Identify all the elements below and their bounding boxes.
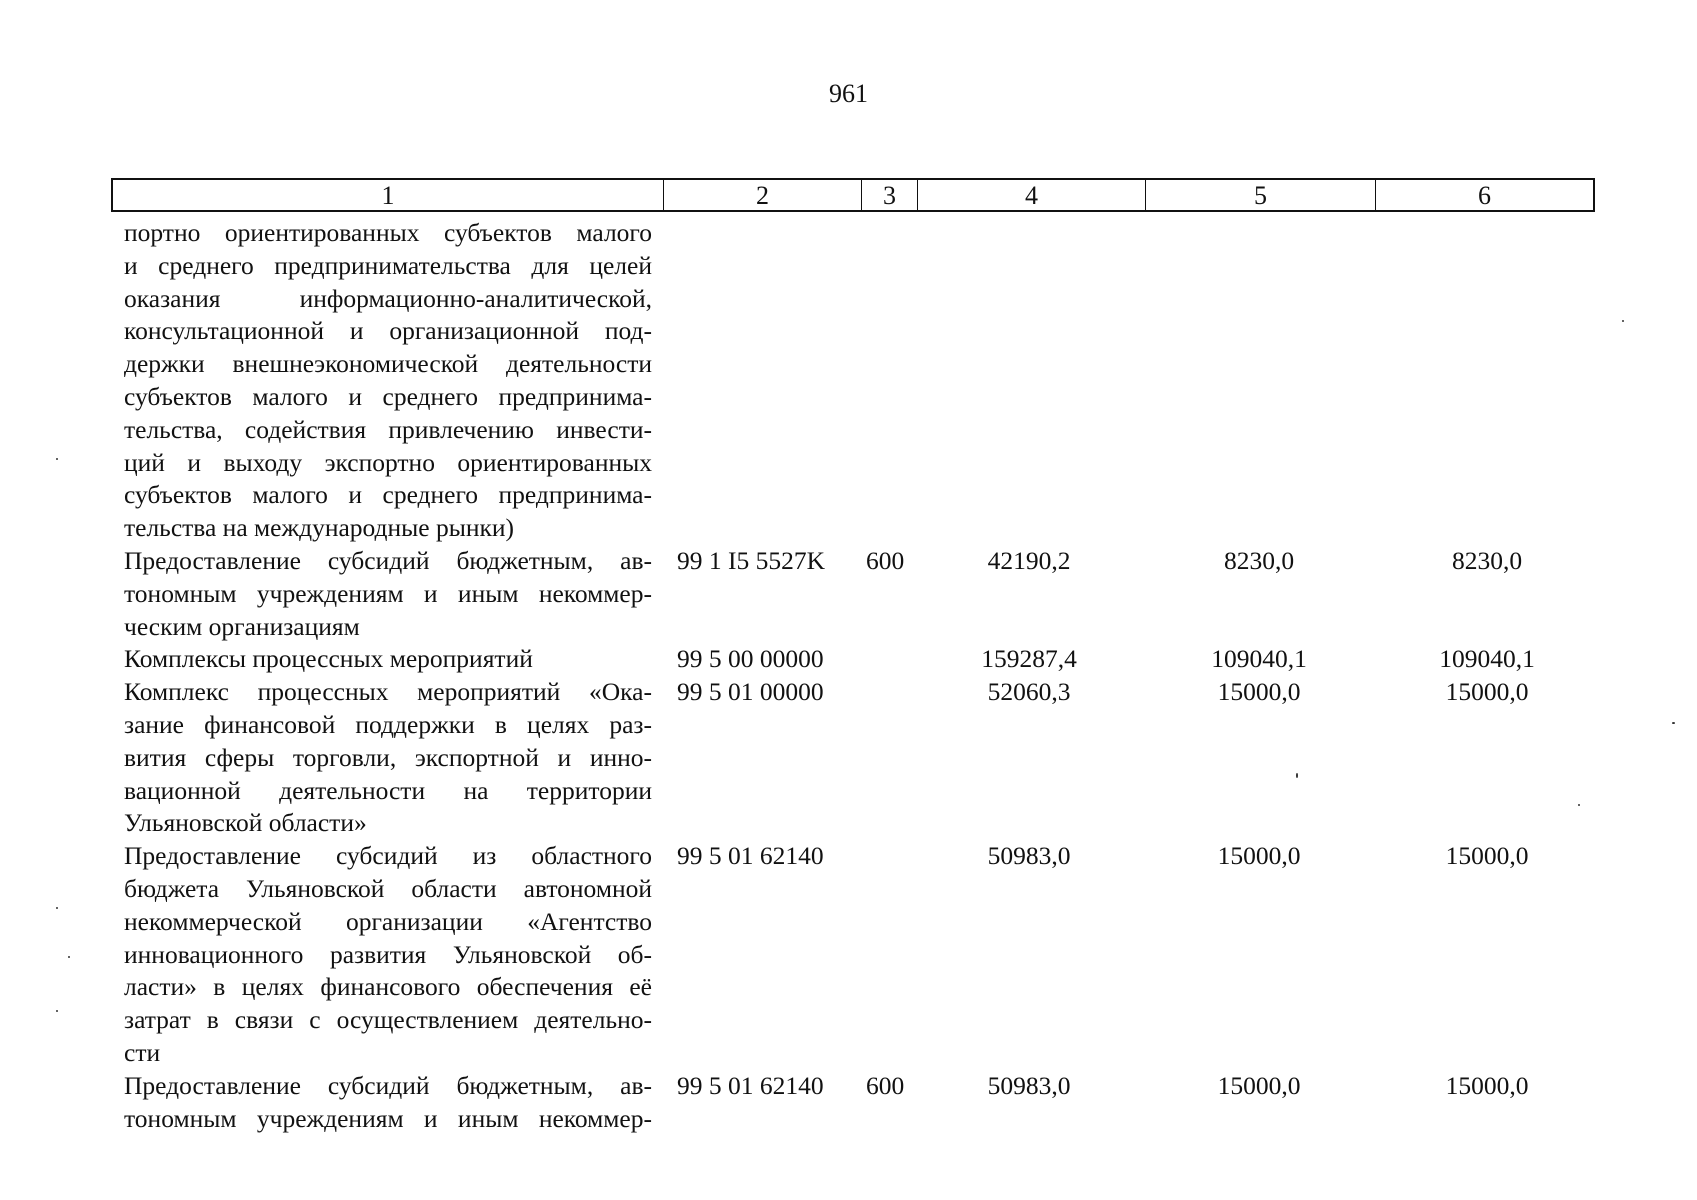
row-type-cell: 600 <box>866 1070 905 1100</box>
table-header <box>111 178 1595 212</box>
description-line: Предоставление субсидий бюджетным, ав- <box>124 1070 652 1100</box>
row-value-col5-text: 15000,0 <box>1217 841 1301 871</box>
description-line: консультационной и организационной под- <box>124 316 652 346</box>
row-value-col6-text: 8230,0 <box>1451 545 1523 575</box>
description-line: ческим организациям <box>124 611 360 641</box>
header-col-4: 4 <box>918 180 1146 210</box>
description-line: тельства на международные рынки) <box>124 513 515 543</box>
scan-speck <box>1622 320 1624 322</box>
description-line: бюджета Ульяновской области автономной <box>124 873 652 903</box>
scan-speck <box>1296 773 1298 778</box>
row-value-col4-text: 159287,4 <box>981 644 1077 674</box>
table-row <box>0 676 1697 840</box>
row-description <box>124 643 652 676</box>
description-line: затрат в связи с осуществлением деятельно- <box>124 1005 652 1035</box>
header-col-1: 1 <box>113 180 664 210</box>
table-row <box>0 840 1697 1070</box>
scan-speck <box>56 458 58 460</box>
description-line: держки внешнеэкономической деятельности <box>124 349 652 379</box>
row-description <box>124 1070 652 1136</box>
scan-speck <box>1578 804 1580 806</box>
row-code-cell: 99 5 00 00000 <box>677 644 824 674</box>
row-value-col6-text: 15000,0 <box>1445 677 1529 707</box>
description-line: зание финансовой поддержки в целях раз- <box>124 709 652 739</box>
description-line: сти <box>124 1037 161 1067</box>
row-value-col5-text: 15000,0 <box>1217 677 1301 707</box>
row-value-col4-text: 42190,2 <box>987 545 1071 575</box>
header-col-6: 6 <box>1478 181 1491 210</box>
table-row <box>0 545 1697 643</box>
description-line: Ульяновской области» <box>124 808 367 838</box>
table-row <box>0 1070 1697 1136</box>
row-description <box>124 676 652 840</box>
row-description <box>124 840 652 1070</box>
description-line: портно ориентированных субъектов малого <box>124 218 652 247</box>
description-line: тономным учреждениям и иным некоммер- <box>124 1103 652 1133</box>
description-line: некоммерческой организации «Агентство <box>124 906 652 936</box>
row-code-cell: 99 5 01 62140 <box>677 1070 824 1100</box>
description-line: тельства, содействия привлечению инвести- <box>124 414 652 444</box>
description-line: ций и выходу экспортно ориентированных <box>124 447 652 477</box>
row-code-cell: 99 5 01 62140 <box>677 841 824 871</box>
row-code-cell: 99 1 I5 5527K <box>677 545 826 575</box>
row-value-col6-text: 109040,1 <box>1439 644 1535 674</box>
row-value-col4-text: 50983,0 <box>987 1070 1071 1100</box>
scan-speck <box>68 956 70 958</box>
description-line: субъектов малого и среднего предпринима- <box>124 480 652 510</box>
description-line: оказания информационно-аналитической, <box>124 283 652 313</box>
description-line: инновационного развития Ульяновской об- <box>124 939 652 969</box>
description-line: Предоставление субсидий из областного <box>124 841 652 871</box>
description-line: ласти» в целях финансового обеспечения её <box>124 972 652 1002</box>
table-row <box>0 217 1697 545</box>
row-value-col4-text: 52060,3 <box>987 677 1071 707</box>
scan-speck <box>56 907 58 909</box>
table-body <box>0 217 1697 1135</box>
table-row <box>0 643 1697 676</box>
row-value-col5-text: 15000,0 <box>1217 1070 1301 1100</box>
row-value-col6-text: 15000,0 <box>1445 841 1529 871</box>
row-value-col6-text: 15000,0 <box>1445 1070 1529 1100</box>
description-line: тономным учреждениям и иным некоммер- <box>124 578 652 608</box>
description-line: Предоставление субсидий бюджетным, ав- <box>124 545 652 575</box>
row-code-cell: 99 5 01 00000 <box>677 677 824 707</box>
row-type-cell: 600 <box>866 545 905 575</box>
description-line: субъектов малого и среднего предпринима- <box>124 381 652 411</box>
row-value-col4-text: 50983,0 <box>987 841 1071 871</box>
row-description <box>124 217 652 545</box>
scan-speck <box>56 1010 58 1012</box>
description-line: Комплекс процессных мероприятий «Ока- <box>124 677 652 707</box>
row-description <box>124 545 652 643</box>
description-line: Комплексы процессных мероприятий <box>124 644 533 674</box>
scan-speck <box>1672 722 1675 724</box>
page-number: 961 <box>829 79 868 108</box>
description-line: и среднего предпринимательства для целей <box>124 250 652 280</box>
row-value-col5-text: 109040,1 <box>1211 644 1307 674</box>
header-col-5: 5 <box>1146 180 1376 210</box>
row-value-col5-text: 8230,0 <box>1223 545 1295 575</box>
header-col-3: 3 <box>862 180 918 210</box>
header-col-2: 2 <box>664 180 862 210</box>
description-line: вационной деятельности на территории <box>124 775 652 805</box>
description-line: вития сферы торговли, экспортной и инно- <box>124 742 652 772</box>
